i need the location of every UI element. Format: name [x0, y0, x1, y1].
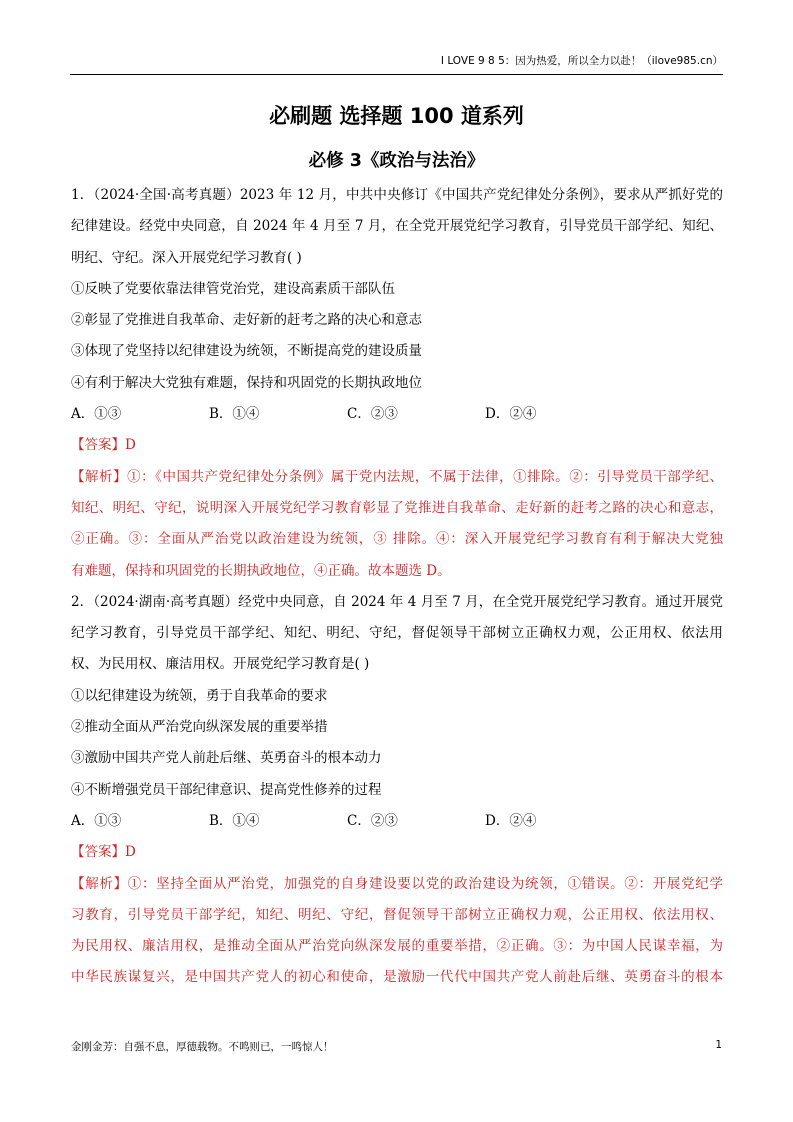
q2-option-d: D．②④: [485, 812, 537, 829]
header-rule: [70, 74, 723, 75]
q2-item: ③激励中国共产党人前赴后继、英勇奋斗的根本动力: [71, 750, 382, 767]
q2-stem-line: 2．（2024·湖南·高考真题）经党中央同意，自 2024 年 4 月至 7 月，在全党开展党纪学习教育。通过开展党: [71, 593, 723, 610]
document-title: 必刷题 选择题 100 道系列: [269, 104, 524, 128]
q1-analysis-line: 知纪、明纪、守纪，说明深入开展党纪学习教育彰显了党推进自我革命、走好新的赶考之路的决心和意志，: [71, 499, 723, 516]
q1-option-c: C．②③: [347, 406, 398, 423]
q2-item: ④不断增强党员干部纪律意识、提高党性修养的过程: [71, 781, 382, 798]
q1-item: ②彰显了党推进自我革命、走好新的赶考之路的决心和意志: [71, 312, 422, 329]
q1-analysis-line: 有难题，保持和巩固党的长期执政地位，④正确。故本题选 D。: [71, 562, 451, 579]
document-subtitle: 必修 3《政治与法治》: [308, 151, 485, 171]
q2-option-a: A．①③: [71, 812, 122, 829]
page-number: 1: [715, 1039, 722, 1051]
q1-analysis-line: ②正确。③：全面从严治党以政治建设为统领，③ 排除。④：深入开展党纪学习教育有利于解决大党独: [71, 531, 723, 548]
footer-motto: 金刚金芳：自强不息，厚德载物。不鸣则已，一鸣惊人！: [71, 1041, 334, 1053]
q2-item: ①以纪律建设为统领，勇于自我革命的要求: [71, 687, 328, 704]
q1-stem-line: 1．（2024·全国·高考真题）2023 年 12 月，中共中央修订《中国共产党纪律处分条例》，要求从严抓好党的: [71, 187, 723, 203]
q1-item: ④有利于解决大党独有难题，保持和巩固党的长期执政地位: [71, 374, 422, 391]
q1-option-a: A．①③: [71, 406, 122, 423]
q2-stem-line: 权、为民用权、廉洁用权。开展党纪学习教育是( ): [71, 656, 370, 673]
q2-option-b: B．①④: [209, 812, 260, 829]
q1-option-b: B．①④: [209, 406, 260, 423]
q2-stem-line: 纪学习教育，引导党员干部学纪、知纪、明纪、守纪，督促领导干部树立正确权力观，公正用权、依法用: [71, 625, 723, 642]
q1-option-d: D．②④: [485, 406, 537, 423]
q2-analysis-line: 中华民族谋复兴，是中国共产党人的初心和使命，是激励一代代中国共产党人前赴后继、英勇奋斗的根本: [71, 969, 723, 986]
q2-analysis-line: 【解析】①：坚持全面从严治党，加强党的自身建设要以党的政治建设为统领，①错误。②：开展党纪学: [71, 875, 723, 892]
q1-item: ③体现了党坚持以纪律建设为统领，不断提高党的建设质量: [71, 343, 422, 360]
q1-stem-line: 明纪、守纪。深入开展党纪学习教育( ): [71, 249, 302, 266]
q2-analysis-line: 习教育，引导党员干部学纪，知纪、明纪、守纪，督促领导干部树立正确权力观，公正用权、依法用权、: [71, 906, 723, 923]
q1-answer: 【答案】D: [71, 437, 136, 454]
q1-options: [71, 399, 723, 430]
q2-options: [71, 806, 723, 837]
q1-analysis-line: 【解析】①：《中国共产党纪律处分条例》属于党内法规，不属于法律，①排除。②：引导党员干部学纪、: [71, 468, 723, 485]
q2-analysis-line: 为民用权、廉洁用权，是推动全面从严治党向纵深发展的重要举措，②正确。③：为中国人民谋幸福，为: [71, 938, 723, 955]
document-body: [71, 180, 723, 994]
page-header: I LOVE 9 8 5：因为热爱，所以全力以赴！（ilove985.cn）: [440, 55, 723, 67]
q2-option-c: C．②③: [347, 812, 398, 829]
q2-item: ②推动全面从严治党向纵深发展的重要举措: [71, 719, 328, 736]
q1-item: ①反映了党要依靠法律管党治党，建设高素质干部队伍: [71, 280, 395, 297]
q1-stem-line: 纪律建设。经党中央同意，自 2024 年 4 月至 7 月，在全党开展党纪学习教育，引导党员干部学纪、知纪、: [71, 218, 723, 235]
question-2: [71, 587, 723, 994]
q2-answer: 【答案】D: [71, 844, 136, 861]
question-1: [71, 180, 723, 587]
